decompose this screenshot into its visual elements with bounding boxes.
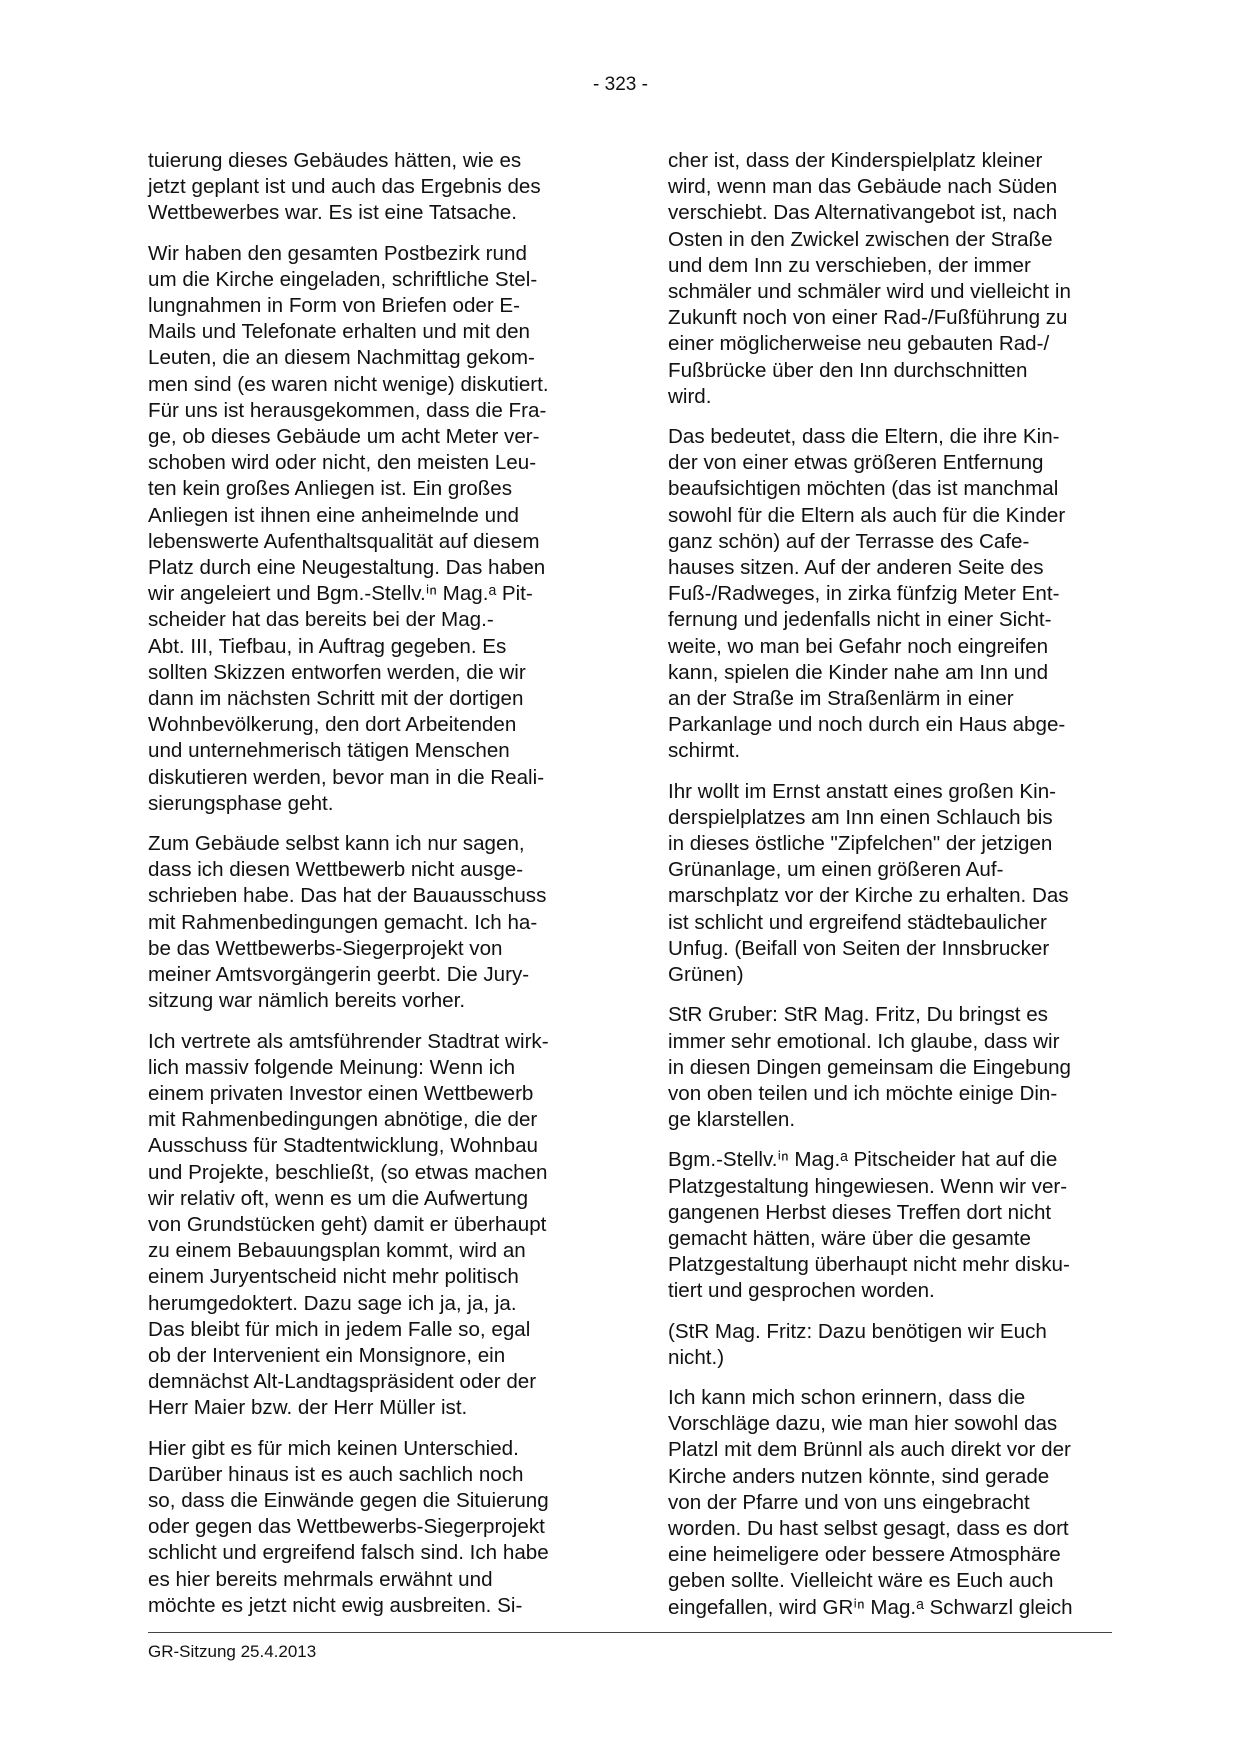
interjection: (StR Mag. Fritz: Dazu benötigen wir Euch nicht.) <box>668 1319 1047 1369</box>
paragraph: Bgm.-Stellv.ⁱⁿ Mag.ᵃ Pitscheider hat auf die Platzgestaltung hingewiesen. Wenn wir ver- gangenen Herbst dieses Treffen dort nicht gemacht hätten, wäre über die gesamte Platzgestaltung überhaupt nicht mehr disku- tiert und gesprochen worden. <box>668 1148 1070 1303</box>
speaker-paragraph: StR Gruber: StR Mag. Fritz, Du bringst es immer sehr emotional. Ich glaube, dass wir in diesen Dingen gemeinsam die Eingebung von oben teilen und ich möchte einige Din- ge klarstellen. <box>668 1003 1071 1132</box>
right-column <box>668 148 1113 1621</box>
paragraph: Zum Gebäude selbst kann ich nur sagen, dass ich diesen Wettbewerb nicht ausge- schrieben habe. Das hat der Bauausschuss mit Rahmenbedingungen gemacht. Ich ha- be das Wettbewerbs-Siegerprojekt von meiner Amtsvorgängerin geerbt. Die Jury- sitzung war nämlich bereits vorher. <box>148 832 547 1013</box>
paragraph: Wir haben den gesamten Postbezirk rund um die Kirche eingeladen, schriftliche Stel- lungnahmen in Form von Briefen oder E- Mails und Telefonate erhalten und mit den Leuten, die an diesem Nachmittag gekom- men sind (es waren nicht wenige) diskutiert. Für uns ist herausgekommen, dass die Fra- ge, ob dieses Gebäude um acht Meter ver- schoben wird oder nicht, den meisten Leu- ten kein großes Anliegen ist. Ein großes Anliegen ist ihnen eine anheimelnde und lebenswerte Aufenthaltsqualität auf diesem Platz durch eine Neugestaltung. Das haben wir angeleiert und Bgm.-Stellv.ⁱⁿ Mag.ᵃ Pit- scheider hat das bereits bei der Mag.- Abt. III, Tiefbau, in Auftrag gegeben. Es sollten Skizzen entworfen werden, die wir dann im nächsten Schritt mit der dortigen Wohnbevölkerung, den dort Arbeitenden und unternehmerisch tätigen Menschen diskutieren werden, bevor man in die Reali- sierungsphase geht. <box>148 241 549 815</box>
footer-text: GR-Sitzung 25.4.2013 <box>148 1642 317 1661</box>
paragraph: tuierung dieses Gebäudes hätten, wie es jetzt geplant ist und auch das Ergebnis des Wettbewerbes war. Es ist eine Tatsache. <box>148 149 541 225</box>
paragraph: Ihr wollt im Ernst anstatt eines großen Kin- derspielplatzes am Inn einen Schlauch bis in dieses östliche "Zipfelchen" der jetzigen Grünanlage, um einen größeren Auf- marschplatz vor der Kirche zu erhalten. Das ist schlicht und ergreifend städtebaulicher Unfug. (Beifall von Seiten der Innsbrucker Grünen) <box>668 779 1069 987</box>
paragraph: Hier gibt es für mich keinen Unterschied. Darüber hinaus ist es auch sachlich noch so, dass die Einwände gegen die Situierung oder gegen das Wettbewerbs-Siegerprojekt schlicht und ergreifend falsch sind. Ich habe es hier bereits mehrmals erwähnt und möchte es jetzt nicht ewig ausbreiten. Si- <box>148 1436 549 1617</box>
paragraph: Das bedeutet, dass die Eltern, die ihre Kin- der von einer etwas größeren Entfernung beaufsichtigen möchten (das ist manchmal sowohl für die Eltern als auch für die Kinder ganz schön) auf der Terrasse des Cafe- hauses sitzen. Auf der anderen Seite des Fuß-/Radweges, in zirka fünfzig Meter Ent- fernung und jedenfalls nicht in einer Sicht- weite, wo man bei Gefahr noch eingreifen kann, spielen die Kinder nahe am Inn und an der Straße im Straßenlärm in einer Parkanlage und noch durch ein Haus abge- schirmt. <box>668 425 1066 763</box>
paragraph: Ich vertrete als amtsführender Stadtrat wirk- lich massiv folgende Meinung: Wenn ich einem privaten Investor einen Wettbewerb mit Rahmenbedingungen abnötige, die der Ausschuss für Stadtentwicklung, Wohnbau und Projekte, beschließt, (so etwas machen wir relativ oft, wenn es um die Aufwertung von Grundstücken geht) damit er überhaupt zu einem Bebauungsplan kommt, wird an einem Juryentscheid nicht mehr politisch herumgedoktert. Dazu sage ich ja, ja, ja. Das bleibt für mich in jedem Falle so, egal ob der Intervenient ein Monsignore, ein demnächst Alt-Landtagspräsident oder der Herr Maier bzw. der Herr Müller ist. <box>148 1029 549 1420</box>
paragraph: cher ist, dass der Kinderspielplatz kleiner wird, wenn man das Gebäude nach Süden verschiebt. Das Alternativangebot ist, nach Osten in den Zwickel zwischen der Straße und dem Inn zu verschieben, der immer schmäler und schmäler wird und vielleicht in Zukunft noch von einer Rad-/Fußführung zu einer möglicherweise neu gebauten Rad-/ Fußbrücke über den Inn durchschnitten wird. <box>668 149 1071 408</box>
paragraph: Ich kann mich schon erinnern, dass die Vorschläge dazu, wie man hier sowohl das Platzl mit dem Brünnl als auch direkt vor der Kirche anders nutzen könnte, sind gerade von der Pfarre und von uns eingebracht worden. Du hast selbst gesagt, dass es dort eine heimeligere oder bessere Atmosphäre geben sollte. Vielleicht wäre es Euch auch eingefallen, wird GRⁱⁿ Mag.ᵃ Schwarzl gleich <box>668 1385 1073 1619</box>
footer-divider <box>148 1632 1112 1633</box>
page-number: - 323 - <box>593 74 648 95</box>
left-column <box>148 148 593 1619</box>
